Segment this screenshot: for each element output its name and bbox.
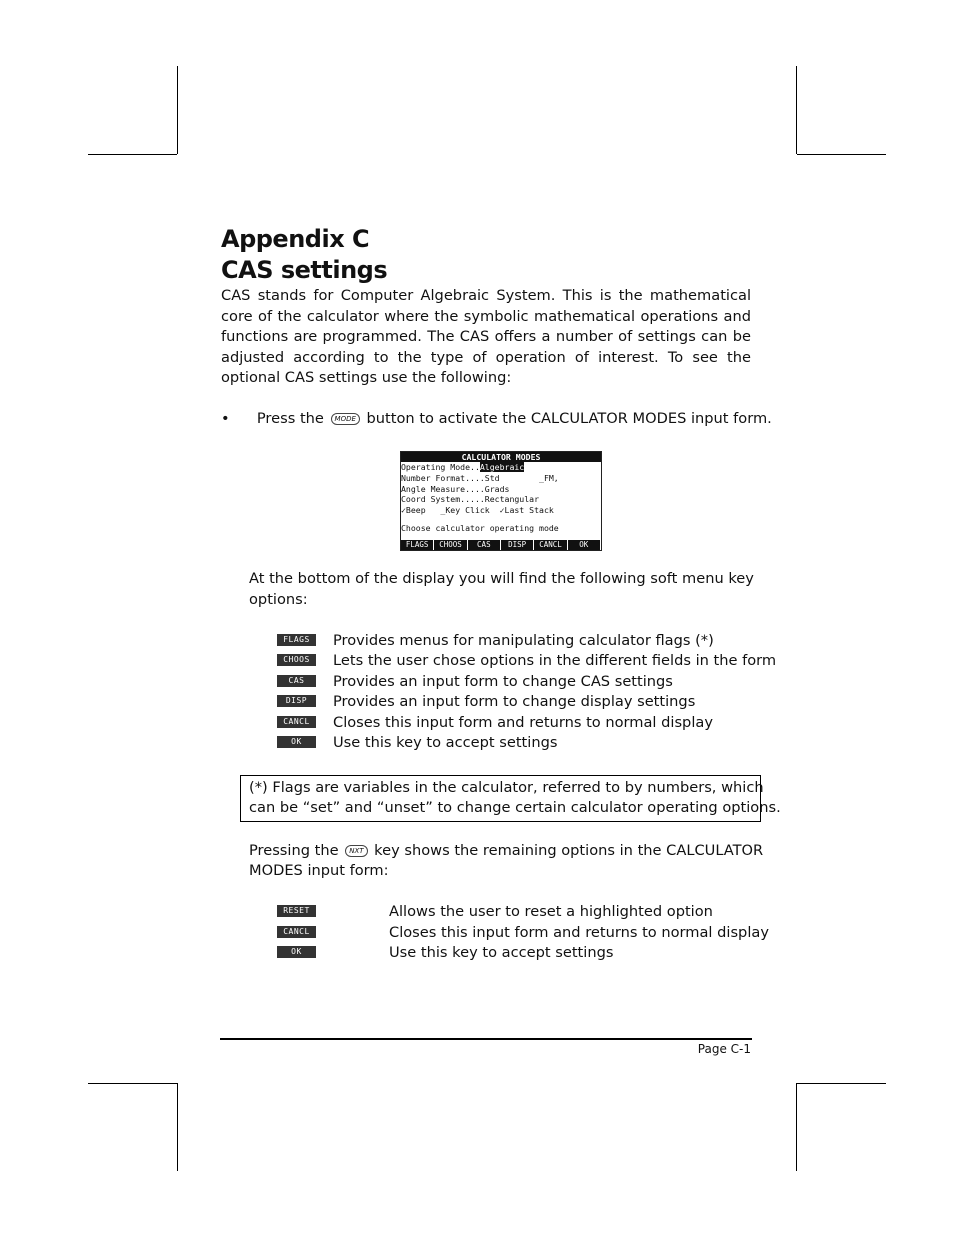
screen-row-checkboxes: ✓Beep _Key Click ✓Last Stack — [401, 505, 554, 516]
flags-note-box — [240, 775, 781, 822]
screen-row-coord-system: Coord System.....Rectangular — [401, 494, 540, 505]
mode-key-icon: MODE — [331, 413, 360, 425]
intro-paragraph: CAS stands for Computer Algebraic System. This is the mathematical core of the calculator where the symbolic mathematical operations and functions are programmed. The CAS offers a number of settings can be adjusted according to the type of operation of interest. To see the optional CAS settings use the following: — [221, 287, 751, 386]
softkey-cas-desc: Provides an input form to change CAS settings — [333, 673, 673, 690]
bottom-text-line1: At the bottom of the display you will find the following soft menu key — [249, 570, 754, 587]
softkey-flags-icon: FLAGS — [277, 634, 316, 646]
crop-mark — [88, 1083, 177, 1084]
nxt-text-line2: MODES input form: — [249, 862, 389, 879]
crop-mark — [796, 1083, 797, 1171]
menu-cancl: CANCL — [534, 540, 566, 550]
note-line1: (*) Flags are variables in the calculator, referred to by numbers, which — [249, 779, 764, 796]
menu-ok: OK — [568, 540, 600, 550]
bullet-text-after: button to activate the CALCULATOR MODES input form. — [366, 410, 772, 427]
softkey-cancl-icon: CANCL — [277, 716, 316, 728]
softkey-cancl2-desc: Closes this input form and returns to normal display — [389, 924, 769, 941]
nxt-text-line1 — [249, 841, 763, 862]
softkey-reset-icon: RESET — [277, 905, 316, 917]
softkey-ok-desc: Use this key to accept settings — [333, 734, 558, 751]
nxt-text-after: key shows the remaining options in the CALCULATOR — [374, 842, 764, 859]
menu-choos: CHOOS — [434, 540, 466, 550]
bullet-symbol: • — [221, 410, 230, 427]
appendix-title: Appendix C — [221, 225, 370, 253]
crop-mark — [796, 66, 797, 154]
softkey-choos-icon: CHOOS — [277, 654, 316, 666]
page-number: Page C-1 — [697, 1042, 751, 1056]
bullet-text-before: Press the — [256, 410, 324, 427]
calculator-screen — [400, 451, 602, 551]
menu-cas: CAS — [468, 540, 500, 550]
crop-mark — [797, 154, 886, 155]
softkey-disp-icon: DISP — [277, 695, 316, 707]
softkey-ok2-icon: OK — [277, 946, 316, 958]
crop-mark — [88, 154, 177, 155]
softkey-flags-desc: Provides menus for manipulating calculator flags (*) — [333, 632, 714, 649]
softkey-cancl2-icon: CANCL — [277, 926, 316, 938]
bullet-line — [221, 409, 772, 430]
softkey-reset-desc: Allows the user to reset a highlighted option — [389, 903, 713, 920]
section-title: CAS settings — [221, 256, 388, 284]
crop-mark — [797, 1083, 886, 1084]
screen-header: CALCULATOR MODES — [401, 452, 601, 462]
softkey-ok2-desc: Use this key to accept settings — [389, 944, 614, 961]
footer-rule — [220, 1038, 752, 1040]
operating-mode-value: Algebraic — [479, 462, 525, 472]
screen-menu-bar — [401, 540, 601, 550]
screen-row-angle-measure: Angle Measure....Grads — [401, 483, 510, 494]
screen-row-number-format: Number Format....Std _FM, — [401, 472, 559, 483]
softkey-cas-icon: CAS — [277, 675, 316, 687]
screen-row-operating-mode — [401, 462, 601, 473]
nxt-key-icon: NXT — [345, 845, 367, 857]
softkey-disp-desc: Provides an input form to change display settings — [333, 693, 696, 710]
menu-flags: FLAGS — [401, 540, 433, 550]
nxt-text-before: Pressing the — [249, 842, 339, 859]
operating-mode-label: Operating Mode.. — [401, 462, 480, 472]
note-line2: can be “set” and “unset” to change certain calculator operating options. — [249, 799, 781, 816]
crop-mark — [177, 1083, 178, 1171]
screen-prompt: Choose calculator operating mode — [401, 522, 559, 533]
bottom-text-line2: options: — [249, 591, 308, 608]
softkey-cancl-desc: Closes this input form and returns to normal display — [333, 714, 713, 731]
crop-mark — [177, 66, 178, 154]
softkey-choos-desc: Lets the user chose options in the different fields in the form — [333, 652, 777, 669]
menu-disp: DISP — [501, 540, 533, 550]
softkey-ok-icon: OK — [277, 736, 316, 748]
